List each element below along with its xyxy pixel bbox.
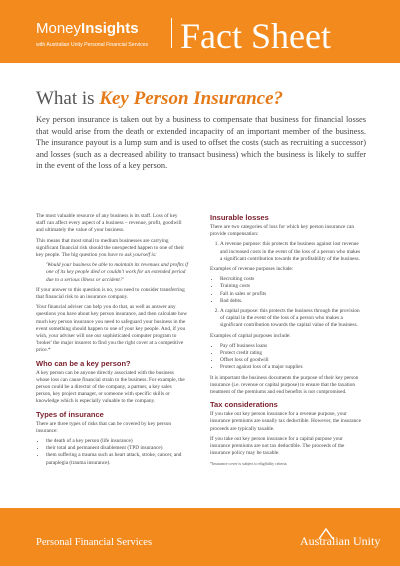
list-item: 1. A revenue purpose: this protects the business against lost revenue and increased costs in the event of the loss of a person who makes a significant contribution towards the profitability of the business.	[220, 241, 362, 263]
paragraph: There are two categories of loss for which key person insurance can provide compensation:	[210, 224, 354, 238]
types-list	[36, 438, 188, 467]
paragraph: Your financial adviser can help you do that, as well as answer any questions you have about key person insurance, and then calculate how much key person insurance you need to safeguard your business in the event something should happen to one of your key people. And, if you wish, your adviser will use our sophisticated computer program to 'broker' the major insurers to find you the right cover at a competitive price.*	[36, 304, 188, 354]
header-band	[0, 0, 400, 63]
footer-brand: Australian Unity	[300, 534, 381, 548]
list-item: • Offset loss of goodwill	[220, 357, 362, 364]
header-divider	[171, 18, 172, 48]
list-item: • Fall in sales or profits	[220, 291, 362, 298]
footnote: *Insurance cover is subject to eligibility criteria.	[210, 461, 288, 466]
paragraph: The most valuable resource of any business is its staff. Loss of key staff can affect every aspect of a business – revenue, profit, goodwill and ultimately the value of your business.	[36, 213, 182, 234]
capital-examples-list	[210, 343, 362, 372]
page-title: What is Key Person Insurance?	[36, 88, 284, 109]
fact-sheet-title: Fact Sheet	[180, 16, 331, 56]
list-item: • their total and permanent disablement (TPD insurance)	[46, 445, 188, 452]
paragraph: It is important the business documents the purpose of their key person insurance (i.e. revenue or capital purpose) to ensure that the taxation treatment of the premiums and end benefits is not compromised.	[210, 374, 359, 396]
list-item: • Protect credit rating	[220, 350, 362, 357]
list-item: • them suffering a trauma such as heart attack, stroke, cancer, and paraplegia (trauma insurance).	[46, 452, 188, 466]
heading-types: Types of insurance	[36, 409, 104, 419]
heading-who: Who can be a key person?	[36, 358, 131, 368]
paragraph: There are three types of risks that can be covered by key person insurance:	[36, 420, 172, 434]
brand-tagline: with Australian Unity Personal Financial Services	[36, 42, 149, 48]
intro-paragraph: Key person insurance is taken out by a business to compensate that business for financial losses that would arise from the death or extended incapacity of an important member of the business. The insurance payout is a lump sum and is used to offset the costs (such as recruiting a successor) and losses (such as a decreased ability to transact business) which the business is likely to suffer in the event of the loss of a key person.	[36, 115, 366, 170]
heading-losses: Insurable losses	[210, 213, 269, 222]
paragraph: A key person can be anyone directly associated with the business whose loss can cause financial strain to the business. For example, the person could be a director of the company, a partner, a key sales person, key project manager, or someone with specific skills or knowledge which is especially valuable to the company.	[36, 369, 185, 405]
heading-tax: Tax considerations	[210, 400, 278, 410]
list-item: • Pay off business loans	[220, 343, 362, 350]
list-item: 2. A capital purpose: this protects the business through the provision of capital in the event of the loss of a person who makes a significant contribution towards the capital value of the business.	[220, 308, 362, 330]
paragraph: Examples of capital purposes include:	[210, 332, 291, 339]
left-column	[36, 213, 188, 470]
brand-logo: MoneyInsights	[36, 20, 139, 37]
footer-label: Personal Financial Services	[36, 537, 153, 548]
list-item: • Recruiting costs	[220, 276, 362, 283]
list-item: • the death of a key person (life insurance)	[46, 438, 188, 445]
quote: 'Would your business be able to maintain its revenues and profits if one of its key people died or couldn't work for an extended period due to a serious illness or accident?'	[46, 262, 188, 283]
purposes-list-2	[210, 308, 362, 330]
paragraph: If you take out key person insurance for a capital purpose your insurance premiums are not tax deductible. The proceeds of the insurance policy may be taxable.	[210, 435, 345, 457]
paragraph: Examples of revenue purposes include:	[210, 266, 294, 273]
list-item: • Bad debts.	[220, 298, 362, 305]
paragraph: If you take out key person insurance for a revenue purpose, your insurance premiums are usually tax deductible. However, the insurance proceeds are typically taxable.	[210, 411, 361, 432]
revenue-examples-list	[210, 276, 362, 305]
right-column	[210, 213, 362, 460]
purposes-list-1	[210, 241, 362, 263]
paragraph: This means that most small to medium businesses are carrying significant financial risk should the unexpected happen to one of their key people. The big question you have to ask yourself is:	[36, 237, 184, 259]
paragraph: If your answer to this question is no, you need to consider transferring that financial risk to an insurance company.	[36, 286, 185, 301]
list-item: • Training costs	[220, 283, 362, 290]
list-item: • Protect against loss of a major supplier.	[220, 364, 362, 371]
